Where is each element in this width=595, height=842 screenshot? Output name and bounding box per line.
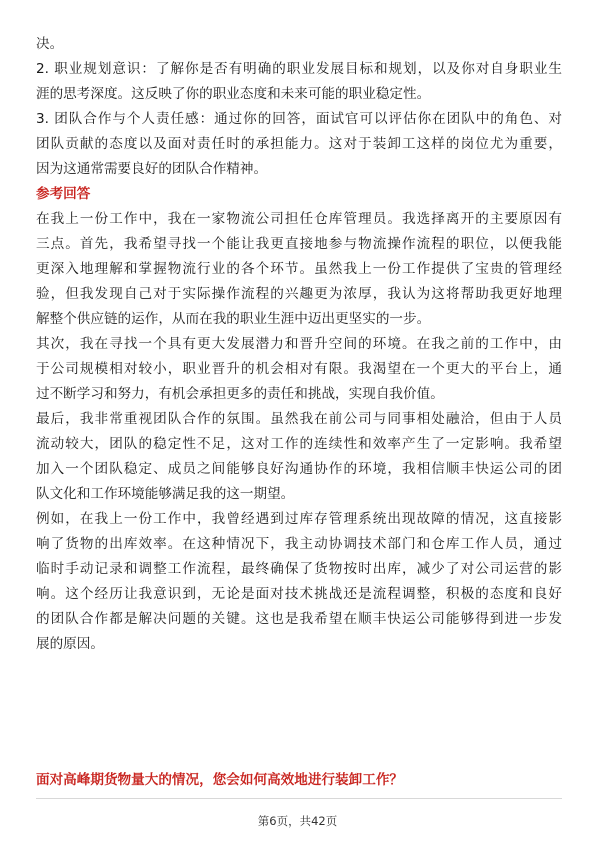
text-line: 三点。首先，我希望寻找一个能让我更直接地参与物流操作流程的职位，以便我能	[36, 236, 562, 252]
text-line: 涯的思考深度。这反映了你的职业态度和未来可能的职业稳定性。	[36, 86, 431, 102]
answer-paragraph-4	[36, 507, 562, 657]
text-line: 响了货物的出库效率。在这种情况下，我主动协调技术部门和仓库工作人员，通过	[36, 536, 562, 552]
text-line: 更深入地理解和掌握物流行业的各个环节。虽然我上一份工作提供了宝贵的管理经	[36, 261, 562, 277]
next-question-block	[36, 768, 562, 792]
page-content	[36, 32, 562, 657]
intro-section	[36, 32, 562, 182]
text-line: 临时手动记录和调整工作流程，最终确保了货物按时出库，减少了对公司运营的影	[36, 561, 562, 577]
text-line: 验，但我发现自己对于实际操作流程的兴趣更为浓厚，我认为这将帮助我更好地理	[36, 286, 562, 302]
text-line: 团队贡献的态度以及面对责任时的承担能力。这对于装卸工这样的岗位尤为重要，	[36, 136, 562, 152]
text-line: 于公司规模相对较小，职业晋升的机会相对有限。我渴望在一个更大的平台上，通	[36, 361, 562, 377]
answer-paragraph-2	[36, 332, 562, 407]
text-line: 队文化和工作环境能够满足我的这一期望。	[36, 486, 295, 502]
text-line: 在我上一份工作中，我在一家物流公司担任仓库管理员。我选择离开的主要原因有	[36, 211, 562, 227]
text-line: 最后，我非常重视团队合作的氛围。虽然我在前公司与同事相处融洽，但由于人员	[36, 411, 562, 427]
text-line: 展的原因。	[36, 636, 104, 652]
text-line: 其次，我在寻找一个具有更大发展潜力和晋升空间的环境。在我之前的工作中，由	[36, 336, 562, 352]
footer-divider	[36, 798, 562, 799]
text-line: 加入一个团队稳定、成员之间能够良好沟通协作的环境，我相信顺丰快运公司的团	[36, 461, 562, 477]
answer-paragraph-1	[36, 207, 562, 332]
text-line: 2. 职业规划意识：了解你是否有明确的职业发展目标和规划，以及你对自身职业生	[36, 61, 562, 77]
text-line: 的团队合作都是解决问题的关键。这也是我希望在顺丰快运公司能够得到进一步发	[36, 611, 562, 627]
answer-heading: 参考回答	[36, 186, 91, 202]
page-footer: 第6页，共42页	[257, 814, 338, 828]
text-line: 流动较大，团队的稳定性不足，这对工作的连续性和效率产生了一定影响。我希望	[36, 436, 562, 452]
text-line: 解整个供应链的运作，从而在我的职业生涯中迈出更坚实的一步。	[36, 311, 431, 327]
next-question: 面对高峰期货物量大的情况，您会如何高效地进行装卸工作？	[36, 772, 404, 788]
answer-paragraph-3	[36, 407, 562, 507]
text-line: 例如，在我上一份工作中，我曾经遇到过库存管理系统出现故障的情况，这直接影	[36, 511, 562, 527]
text-line: 因为这通常需要良好的团队合作精神。	[36, 161, 268, 177]
text-line: 过不断学习和努力，有机会承担更多的责任和挑战，实现自我价值。	[36, 386, 444, 402]
text-line: 响。这个经历让我意识到，无论是面对技术挑战还是流程调整，积极的态度和良好	[36, 586, 562, 602]
text-line: 决。	[36, 36, 64, 52]
text-line: 3. 团队合作与个人责任感：通过你的回答，面试官可以评估你在团队中的角色、对	[36, 111, 562, 127]
